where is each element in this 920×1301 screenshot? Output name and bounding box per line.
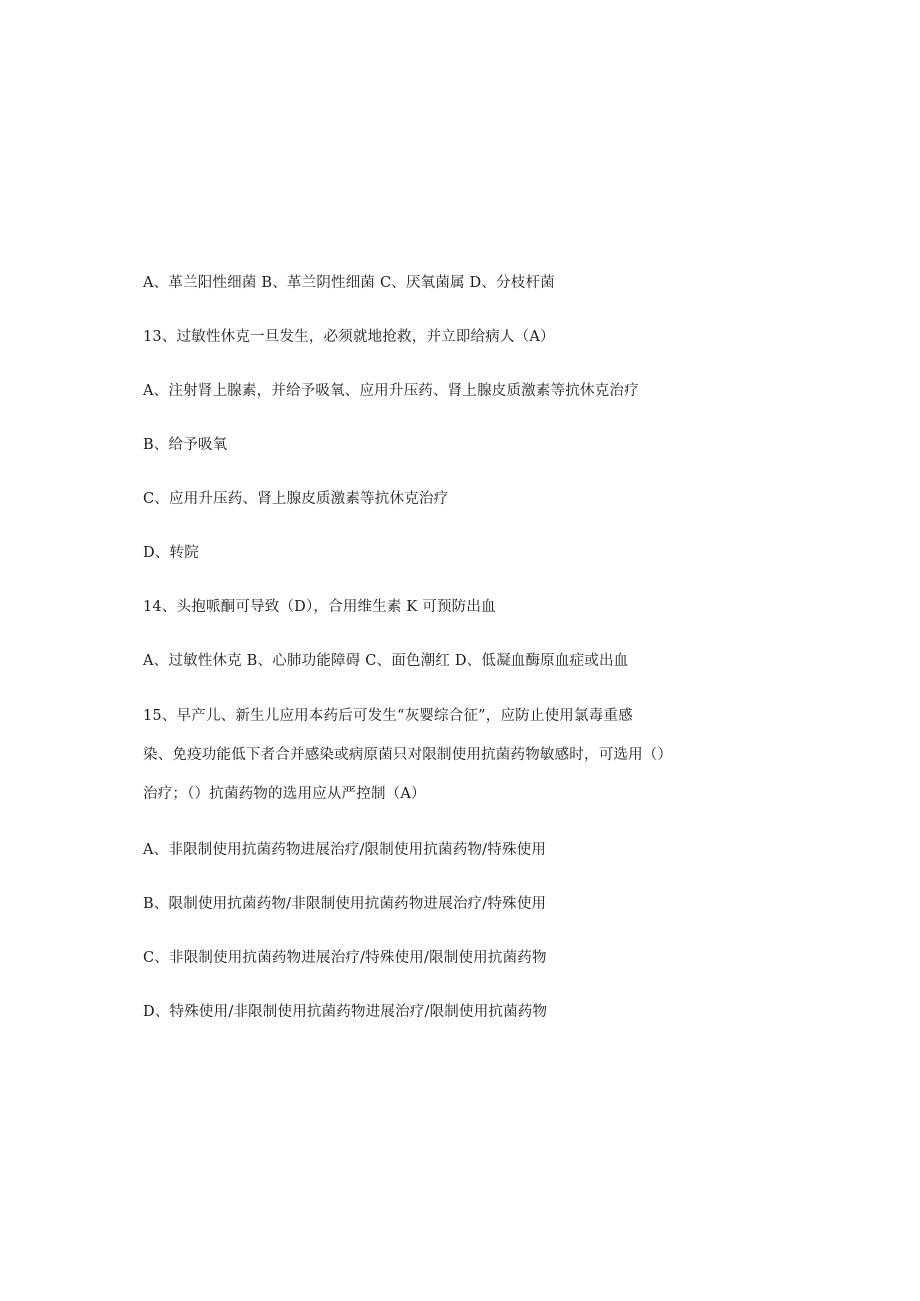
q15-option-d: D、特殊使用/非限制使用抗菌药物进展治疗/限制使用抗菌药物 bbox=[143, 1004, 548, 1020]
q14-question: 14、头抱哌酮可导致（D），合用维生素 K 可预防出血 bbox=[143, 599, 496, 615]
q12-options: A、革兰阳性细菌 B、革兰阴性细菌 C、厌氧菌属 D、分枝杆菌 bbox=[143, 275, 555, 291]
q15-question-line-1: 15、早产儿、新生儿应用本药后可发生“灰婴综合征”，应防止使用氯毒重感 bbox=[143, 708, 633, 724]
q15-option-a: A、非限制使用抗菌药物进展治疗/限制使用抗菌药物/特殊使用 bbox=[143, 842, 547, 858]
q15-question-line-2: 染、免疫功能低下者合并感染或病原菌只对限制使用抗菌药物敏感时，可选用（） bbox=[143, 747, 673, 763]
q14-options: A、过敏性休克 B、心肺功能障碍 C、面色潮红 D、低凝血酶原血症或出血 bbox=[143, 653, 629, 669]
q15-question-line-3: 治疗；（）抗菌药物的选用应从严控制（A） bbox=[143, 786, 426, 802]
q15-option-b: B、限制使用抗菌药物/非限制使用抗菌药物进展治疗/特殊使用 bbox=[143, 896, 547, 912]
q13-option-a: A、注射肾上腺素，并给予吸氧、应用升压药、肾上腺皮质激素等抗休克治疗 bbox=[143, 383, 639, 399]
q13-question: 13、过敏性休克一旦发生，必须就地抢救，并立即给病人（A） bbox=[143, 329, 555, 345]
q13-option-d: D、转院 bbox=[143, 545, 199, 561]
q13-option-c: C、应用升压药、肾上腺皮质激素等抗休克治疗 bbox=[143, 491, 449, 507]
q15-option-c: C、非限制使用抗菌药物进展治疗/特殊使用/限制使用抗菌药物 bbox=[143, 950, 547, 966]
q13-option-b: B、给予吸氧 bbox=[143, 437, 228, 453]
